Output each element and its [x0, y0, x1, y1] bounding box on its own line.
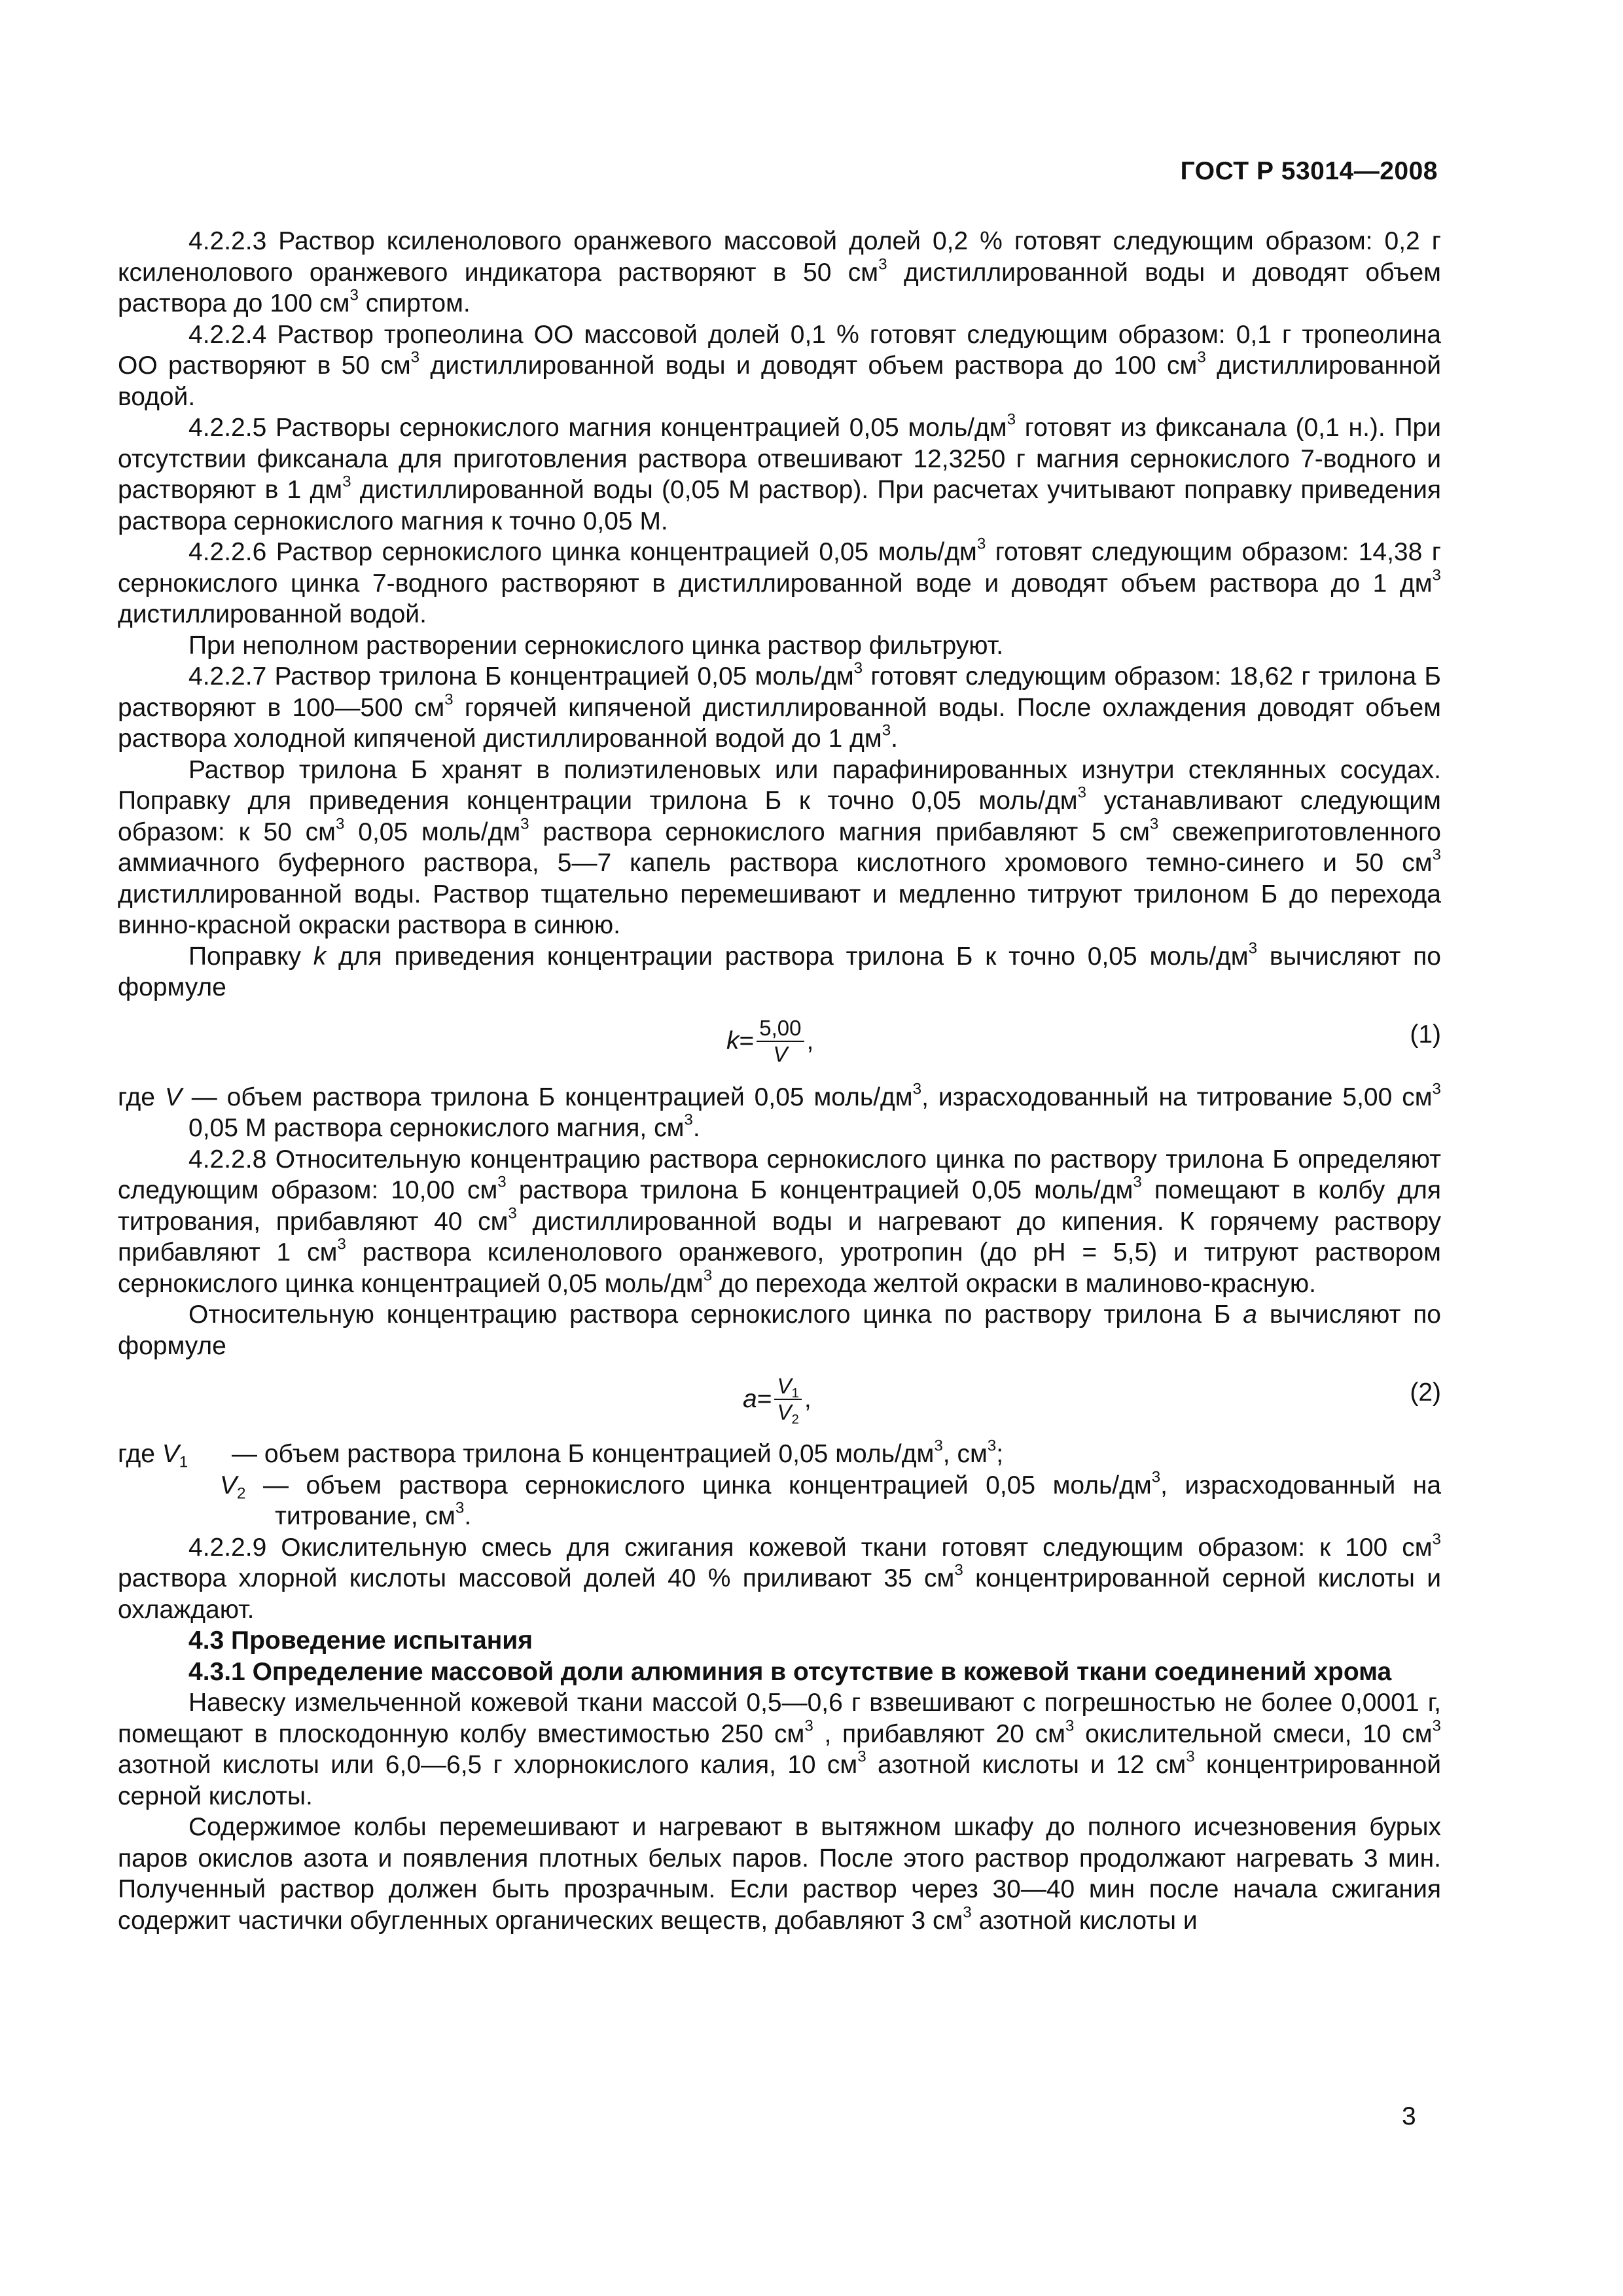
- page-number: 3: [1402, 2102, 1416, 2130]
- section-heading-4-3-1: 4.3.1 Определение массовой доли алюминия в отсутствие в кожевой ткани соединений хрома: [188, 1657, 1392, 1686]
- paragraph-4-2-2-9: 4.2.2.9 Окислительную смесь для сжигания кожевой ткани готовят следующим образом: к 100 $см^3$ раствора хлорной кислоты массовой долей 40 % приливают 35 $см^3$ концентрированной серной кислоты и охлаждают.: [118, 1530, 1441, 1624]
- equation-number-2: (2): [1410, 1378, 1441, 1407]
- paragraph-relative-concentration: Относительную концентрацию раствора сернокислого цинка по раствору трилона Б a вычисляют по формуле: [118, 1300, 1441, 1360]
- formula-2: a = $\frac{V_1}{V_2}$ , (2): [743, 1374, 1441, 1427]
- paragraph-filter-note: При неполном растворении сернокислого цинка раствор фильтруют.: [188, 631, 1004, 660]
- formula-1-legend: где V — объем раствора трилона Б концентрацией 0,05 моль/$дм^3$, израсходованный на титрование 5,00 $см^3$ 0,05 М раствора сернокислого магния, $см^3$.: [118, 1080, 1441, 1142]
- paragraph-4-2-2-4: 4.2.2.4 Раствор тропеолина ОО массовой долей 0,1 % готовят следующим образом: 0,1 г тропеолина ОО растворяют в 50 $см^3$ дистиллированной воды и доводят объем раствора до 100 $см^3$ дистиллированной водой.: [118, 320, 1441, 411]
- section-heading-4-3: 4.3 Проведение испытания: [188, 1626, 533, 1655]
- paragraph-correction-k: Поправку k для приведения концентрации раствора трилона Б к точно 0,05 моль/$дм^3$ вычисляют по формуле: [118, 939, 1441, 1001]
- paragraph-4-2-2-3: 4.2.2.3 Раствор ксиленолового оранжевого массовой долей 0,2 % готовят следующим образом: 0,2 г ксиленолового оранжевого индикатора растворяют в 50 $см^3$ дистиллированной воды и доводят объем раствора до 100 $см^3$ спиртом.: [118, 227, 1441, 317]
- equation-number-1: (1): [1410, 1020, 1441, 1049]
- formula-2-legend-v1: где $V_1$ — объем раствора трилона Б концентрацией 0,05 моль/$дм^3$, $см^3$;: [118, 1437, 1004, 1471]
- page-header: ГОСТ Р 53014—2008: [1180, 157, 1438, 185]
- document-body: [118, 226, 1441, 1936]
- paragraph-trilon-storage: Раствор трилона Б хранят в полиэтиленовых или парафинированных изнутри стеклянных сосудах. Поправку для приведения концентрации трилона Б к точно 0,05 моль/$дм^3$ устанавливают следующим образом: к 50 $см^3$ 0,05 моль/$дм^3$ раствора сернокислого магния прибавляют 5 $см^3$ свежеприготовленного аммиачного буферного раствора, 5—7 капель раствора кислотного хромового темно-синего и 50 $см^3$ дистиллированной воды. Раствор тщательно перемешивают и медленно титруют трилоном Б до перехода винно-красной окраски раствора в синюю.: [118, 755, 1442, 939]
- formula-2-legend-v2: $V_2$ — объем раствора сернокислого цинка концентрацией 0,05 моль/$дм^3$, израсходованный на титрование, $см^3$.: [220, 1468, 1442, 1530]
- paragraph-heating: Содержимое колбы перемешивают и нагревают в вытяжном шкафу до полного исчезновения бурых паров окислов азота и появления плотных белых паров. После этого раствор продолжают нагревать 3 мин. Полученный раствор должен быть прозрачным. Если раствор через 30—40 мин после начала сжигания содержит частички обугленных органических веществ, добавляют 3 $см^3$ азотной кислоты и: [118, 1813, 1441, 1935]
- paragraph-4-2-2-8: 4.2.2.8 Относительную концентрацию раствора сернокислого цинка по раствору трилона Б определяют следующим образом: 10,00 $см^3$ раствора трилона Б концентрацией 0,05 моль/$дм^3$ помещают в колбу для титрования, прибавляют 40 $см^3$ дистиллированной воды и нагревают до кипения. К горячему раствору прибавляют 1 $см^3$ раствора ксиленолового оранжевого, уротропин (до pH = 5,5) и титруют раствором сернокислого цинка концентрацией 0,05 моль/$дм^3$ до перехода желтой окраски в малиново-красную.: [118, 1145, 1441, 1298]
- paragraph-4-2-2-6: 4.2.2.6 Раствор сернокислого цинка концентрацией 0,05 моль/$дм^3$ готовят следующим образом: 14,38 г сернокислого цинка 7-водного растворяют в дистиллированной воде и доводят объем раствора до 1 $дм^3$ дистиллированной водой.: [118, 535, 1441, 628]
- formula-1: k = $\frac{5,00}{V}$ , (1): [726, 1015, 1441, 1066]
- paragraph-4-2-2-5: 4.2.2.5 Растворы сернокислого магния концентрацией 0,05 моль/$дм^3$ готовят из фиксанала (0,1 н.). При отсутствии фиксанала для приготовления раствора отвешивают 12,3250 г магния сернокислого 7-водного и растворяют в 1 $дм^3$ дистиллированной воды (0,05 М раствор). При расчетах учитывают поправку приведения раствора сернокислого магния к точно 0,05 М.: [118, 410, 1441, 535]
- paragraph-sample-weighing: Навеску измельченной кожевой ткани массой 0,5—0,6 г взвешивают с погрешностью не более 0,0001 г, помещают в плоскодонную колбу вместимостью 250 $см^3$ , прибавляют 20 $см^3$ окислительной смеси, 10 $см^3$ азотной кислоты или 6,0—6,5 г хлорнокислого калия, 10 $см^3$ азотной кислоты и 12 $см^3$ концентрированной серной кислоты.: [118, 1689, 1442, 1810]
- paragraph-4-2-2-7: 4.2.2.7 Раствор трилона Б концентрацией 0,05 моль/$дм^3$ готовят следующим образом: 18,62 г трилона Б растворяют в 100—500 $см^3$ горячей кипяченой дистиллированной воды. После охлаждения доводят объем раствора холодной кипяченой дистиллированной водой до 1 $дм^3$.: [118, 659, 1441, 753]
